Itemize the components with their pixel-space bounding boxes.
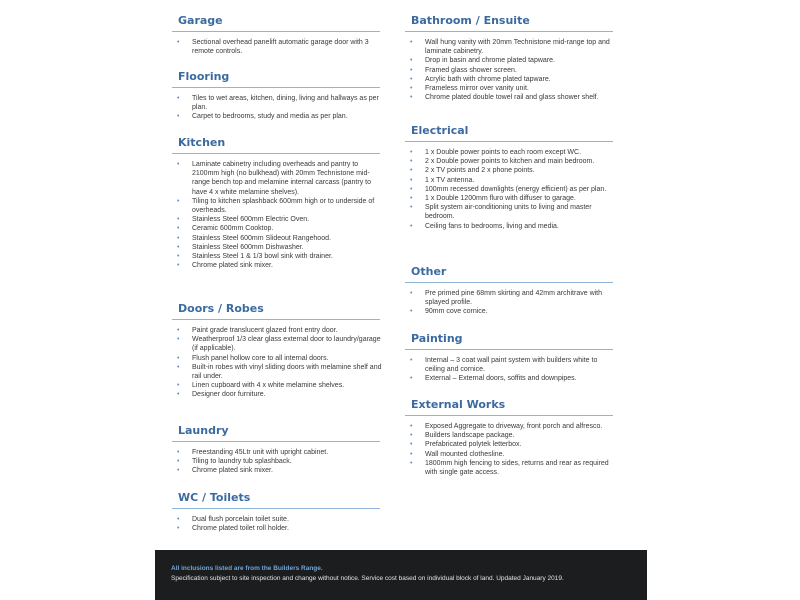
list-item <box>172 234 384 243</box>
bullet-icon: • <box>410 222 413 230</box>
list-item <box>172 252 384 261</box>
bullet-icon: • <box>410 441 413 449</box>
list-item <box>172 466 384 475</box>
inclusion-list <box>405 289 617 317</box>
list-item <box>405 157 617 166</box>
section-flooring <box>172 70 384 122</box>
list-item-text: Stainless Steel 600mm Electric Oven. <box>192 216 310 224</box>
list-item <box>172 160 384 197</box>
list-item-text: Ceiling fans to bedrooms, living and media. <box>425 222 559 230</box>
footer-range-note: All inclusions listed are from the Builders Range. <box>171 565 323 572</box>
bullet-icon: • <box>410 290 413 297</box>
section-external-works <box>405 398 617 477</box>
list-item-text: Laminate cabinetry including overheads and pantry to 2100mm high (no bulkhead) with 20mm Technistone mid-range bench top and melamine internal carcass (pantry to have 4 x white melamine shelves). <box>192 161 371 196</box>
section-laundry <box>172 424 384 476</box>
inclusion-list <box>172 326 384 400</box>
inclusion-list <box>405 356 617 384</box>
section-divider <box>405 31 613 32</box>
list-item <box>172 354 384 363</box>
list-item <box>172 112 384 121</box>
inclusion-list <box>172 94 384 122</box>
bullet-icon: • <box>177 458 180 466</box>
list-item <box>405 166 617 175</box>
section-painting <box>405 332 617 384</box>
bullet-icon: • <box>410 357 413 364</box>
list-item-text: Freestanding 45Ltr unit with upright cabinet. <box>192 449 329 456</box>
bullet-icon: • <box>410 176 413 184</box>
bullet-icon: • <box>177 253 180 261</box>
list-item <box>172 515 384 524</box>
bullet-icon: • <box>410 85 413 93</box>
section-title: Garage <box>178 14 223 27</box>
list-item-text: Dual flush porcelain toilet suite. <box>192 516 289 523</box>
inclusion-list <box>405 148 617 231</box>
list-item <box>172 243 384 252</box>
list-item-text: Chrome plated sink mixer. <box>192 262 273 270</box>
section-title: Flooring <box>178 70 230 83</box>
bullet-icon: • <box>410 308 413 316</box>
inclusion-list <box>172 38 384 56</box>
list-item-text: Ceramic 600mm Cooktop. <box>192 225 274 233</box>
section-title: Painting <box>411 332 463 345</box>
list-item-text: Split system air-conditioning units to living and master bedroom. <box>425 204 592 221</box>
footer-disclaimer: Specification subject to site inspection and change without notice. Service cost based on individual block of land. Updated January 2019. <box>171 575 564 582</box>
bullet-icon: • <box>410 423 413 430</box>
bullet-icon: • <box>410 450 413 458</box>
bullet-icon: • <box>410 375 413 383</box>
bullet-icon: • <box>177 382 180 390</box>
list-item <box>405 203 617 221</box>
bullet-icon: • <box>410 432 413 440</box>
list-item-text: Tiling to laundry tub splashback. <box>192 458 292 466</box>
bullet-icon: • <box>410 185 413 193</box>
list-item <box>172 261 384 270</box>
list-item <box>405 93 617 102</box>
list-item <box>405 222 617 231</box>
list-item <box>405 356 617 374</box>
inclusion-list <box>172 160 384 270</box>
section-title: Other <box>411 265 447 278</box>
bullet-icon: • <box>177 336 180 344</box>
bullet-icon: • <box>410 94 413 102</box>
list-item-text: Linen cupboard with 4 x white melamine shelves. <box>192 382 345 390</box>
list-item <box>405 185 617 194</box>
list-item-text: Built-in robes with vinyl sliding doors with melamine shelf and rail under. <box>192 363 382 381</box>
list-item-text: 2 x TV points and 2 x phone points. <box>425 167 535 175</box>
list-item <box>405 431 617 440</box>
section-divider <box>405 415 613 416</box>
list-item <box>172 524 384 533</box>
inclusion-list <box>172 515 384 533</box>
list-item-text: 90mm cove cornice. <box>425 308 488 316</box>
list-item-text: Pre primed pine 68mm skirting and 42mm architrave with splayed profile. <box>425 290 603 307</box>
section-divider <box>172 508 380 509</box>
bullet-icon: • <box>177 95 180 102</box>
list-item-text: 2 x Double power points to kitchen and main bedroom. <box>425 158 595 166</box>
list-item-text: 1 x TV antenna. <box>425 176 475 184</box>
bullet-icon: • <box>177 225 180 233</box>
inclusion-list <box>405 422 617 477</box>
list-item-text: Builders landscape package. <box>425 432 515 440</box>
bullet-icon: • <box>410 57 413 65</box>
bullet-icon: • <box>177 449 180 456</box>
section-doors-robes <box>172 302 384 400</box>
list-item <box>172 381 384 390</box>
list-item <box>405 38 617 56</box>
list-item <box>172 94 384 112</box>
bullet-icon: • <box>177 39 180 46</box>
list-item-text: Drop in basin and chrome plated tapware. <box>425 57 555 65</box>
bullet-icon: • <box>410 204 413 212</box>
section-bathroom-ensuite <box>405 14 617 102</box>
section-wc-toilets <box>172 491 384 533</box>
list-item <box>405 459 617 477</box>
bullet-icon: • <box>410 66 413 74</box>
section-title: Laundry <box>178 424 229 437</box>
list-item <box>405 422 617 431</box>
list-item <box>172 335 384 353</box>
inclusion-list <box>405 38 617 102</box>
section-divider <box>172 153 380 154</box>
bullet-icon: • <box>177 516 180 523</box>
list-item-text: Carpet to bedrooms, study and media as per plan. <box>192 113 348 121</box>
section-other <box>405 265 617 317</box>
list-item-text: Designer door furniture. <box>192 391 266 399</box>
list-item <box>405 194 617 203</box>
bullet-icon: • <box>410 158 413 166</box>
list-item-text: 100mm recessed downlights (energy efficient) as per plan. <box>425 185 607 193</box>
bullet-icon: • <box>410 75 413 83</box>
bullet-icon: • <box>177 363 180 371</box>
section-divider <box>172 319 380 320</box>
bullet-icon: • <box>177 113 180 121</box>
bullet-icon: • <box>177 354 180 362</box>
section-title: Bathroom / Ensuite <box>411 14 530 27</box>
section-title: External Works <box>411 398 506 411</box>
list-item-text: Tiling to kitchen splashback 600mm high or to underside of overheads. <box>192 197 375 215</box>
list-item <box>405 450 617 459</box>
section-divider <box>172 441 380 442</box>
list-item-text: Chrome plated double towel rail and glass shower shelf. <box>425 94 599 102</box>
section-divider <box>405 141 613 142</box>
list-item <box>172 224 384 233</box>
list-item-text: Chrome plated sink mixer. <box>192 467 273 475</box>
section-garage <box>172 14 384 56</box>
section-divider <box>405 349 613 350</box>
list-item <box>405 176 617 185</box>
list-item-text: Prefabricated polytek letterbox. <box>425 441 522 449</box>
list-item-text: 1 x Double power points to each room except WC. <box>425 149 582 156</box>
list-item-text: Frameless mirror over vanity unit. <box>425 85 529 93</box>
list-item-text: Framed glass shower screen. <box>425 66 517 74</box>
list-item-text: Internal – 3 coat wall paint system with builders white to ceiling and cornice. <box>425 357 598 374</box>
bullet-icon: • <box>177 197 180 205</box>
list-item-text: Wall hung vanity with 20mm Technistone mid-range top and laminate cabinetry. <box>425 39 610 56</box>
list-item-text: Stainless Steel 600mm Slideout Rangehood. <box>192 234 331 242</box>
list-item-text: Flush panel hollow core to all internal doors. <box>192 354 329 362</box>
list-item-text: Stainless Steel 1 & 1/3 bowl sink with drainer. <box>192 253 333 261</box>
bullet-icon: • <box>410 459 413 467</box>
list-item-text: Acrylic bath with chrome plated tapware. <box>425 75 551 83</box>
list-item-text: Exposed Aggregate to driveway, front porch and alfresco. <box>425 423 603 430</box>
list-item-text: External – External doors, soffits and downpipes. <box>425 375 577 383</box>
section-kitchen <box>172 136 384 270</box>
list-item-text: 1 x Double 1200mm fluro with diffuser to garage. <box>425 195 576 203</box>
footer-bar <box>155 550 647 600</box>
list-item <box>405 374 617 383</box>
list-item <box>172 197 384 215</box>
bullet-icon: • <box>177 161 180 168</box>
bullet-icon: • <box>410 39 413 46</box>
list-item-text: Weatherproof 1/3 clear glass external door to laundry/garage (if applicable). <box>192 336 381 353</box>
section-title: WC / Toilets <box>178 491 251 504</box>
list-item <box>172 390 384 399</box>
bullet-icon: • <box>177 327 180 334</box>
inclusion-list <box>172 448 384 476</box>
list-item-text: 1800mm high fencing to sides, returns and rear as required with single gate access. <box>425 459 609 477</box>
list-item-text: Chrome plated toilet roll holder. <box>192 525 289 533</box>
list-item <box>405 289 617 307</box>
section-title: Electrical <box>411 124 469 137</box>
bullet-icon: • <box>177 525 180 533</box>
bullet-icon: • <box>410 195 413 203</box>
list-item <box>405 440 617 449</box>
list-item <box>172 326 384 335</box>
bullet-icon: • <box>177 262 180 270</box>
list-item <box>172 457 384 466</box>
section-divider <box>172 31 380 32</box>
bullet-icon: • <box>177 467 180 475</box>
list-item <box>405 56 617 65</box>
section-title: Kitchen <box>178 136 226 149</box>
list-item <box>172 215 384 224</box>
bullet-icon: • <box>410 167 413 175</box>
list-item <box>405 66 617 75</box>
bullet-icon: • <box>177 234 180 242</box>
list-item-text: Tiles to wet areas, kitchen, dining, living and hallways as per plan. <box>192 95 379 112</box>
list-item <box>405 307 617 316</box>
bullet-icon: • <box>177 391 180 399</box>
list-item-text: Sectional overhead panelift automatic garage door with 3 remote controls. <box>192 39 369 56</box>
list-item <box>172 448 384 457</box>
list-item-text: Stainless Steel 600mm Dishwasher. <box>192 243 304 251</box>
list-item <box>405 75 617 84</box>
section-electrical <box>405 124 617 231</box>
bullet-icon: • <box>410 149 413 156</box>
list-item <box>405 148 617 157</box>
list-item-text: Wall mounted clothesline. <box>425 450 505 458</box>
list-item <box>172 38 384 56</box>
section-divider <box>405 282 613 283</box>
list-item <box>405 84 617 93</box>
list-item-text: Paint grade translucent glazed front entry door. <box>192 327 338 334</box>
section-divider <box>172 87 380 88</box>
list-item <box>172 363 384 381</box>
bullet-icon: • <box>177 243 180 251</box>
section-title: Doors / Robes <box>178 302 264 315</box>
bullet-icon: • <box>177 216 180 224</box>
